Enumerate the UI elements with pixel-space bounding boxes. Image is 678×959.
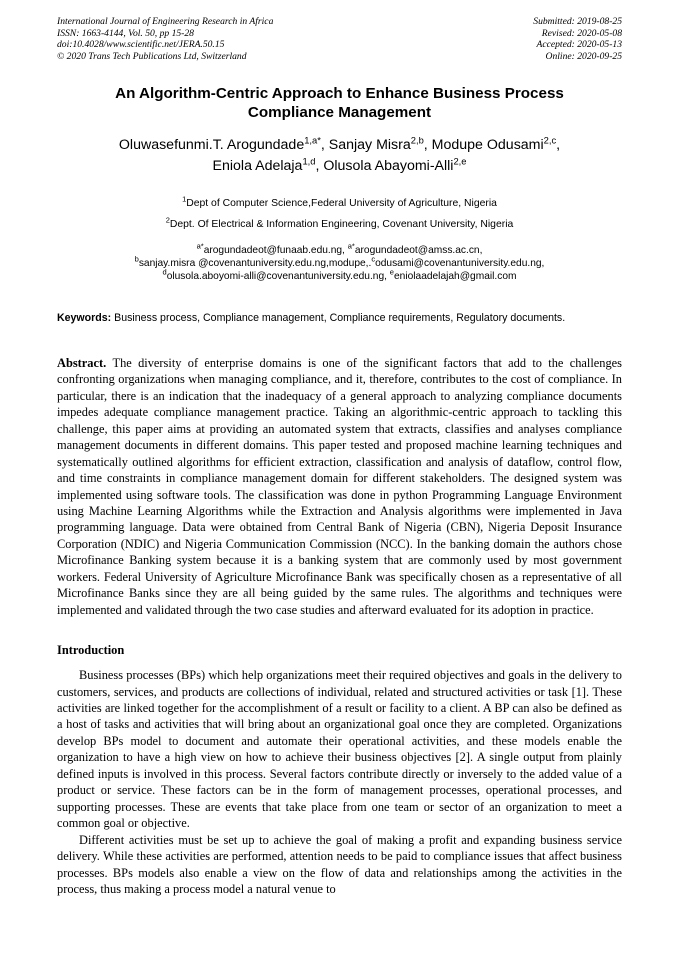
introduction-paragraph-1: Business processes (BPs) which help organizations meet their required objectives and goals in the delivery to customers, services, and products are collections of individual, related and structured activities or task [1]. These activities are linked together for the accomplishment of a result or facility to a client. A BP can also be defined as a host of tasks and activities that will bring about an organizational goal once they are completed. Organizations develop BPs model to document and automate their operational activities, and these models enable the organization to have a high view on how to achieve their business objectives [2]. A single output from plainly defined inputs is involved in this process. Several factors contribute directly or inversely to the added value of a product or service. These factors can be in the form of management processes, operational processes, and supporting processes. These are events that take place from one team or sector of an organization to meet a common goal or objective. bbox=[57, 668, 622, 831]
keywords-text: Business process, Compliance management, Compliance requirements, Regulatory documents. bbox=[114, 312, 566, 325]
journal-issn-volume: ISSN: 1663-4144, Vol. 50, pp 15-28 bbox=[57, 27, 194, 39]
journal-header-left bbox=[57, 16, 273, 62]
author-list bbox=[67, 135, 612, 177]
abstract-block bbox=[57, 355, 622, 618]
section-heading-introduction: Introduction bbox=[57, 643, 125, 658]
email-list bbox=[57, 241, 622, 283]
author-line-2: Eniola Adelaja$^{1,d}$, Olusola Abayomi-Alli$^{2,e}$ bbox=[212, 156, 467, 175]
email-line-2: $^b$sanjay.misra @covenantuniversity.edu.ng,modupe,.$^c$odusami@covenantuniversity.edu.ng, bbox=[134, 254, 545, 270]
journal-doi: doi:10.4028/www.scientific.net/JERA.50.15 bbox=[57, 39, 225, 51]
affiliation-list bbox=[57, 193, 622, 235]
email-line-1: $^{a*}$arogundadeot@funaab.edu.ng, $^{a*}$arogundadeot@amss.ac.cn, bbox=[196, 241, 483, 257]
abstract-text: The diversity of enterprise domains is one of the significant factors that add to the challenges confronting organizations when managing compliance, and it, therefore, contributes to the cost of compliance. In particular, there is an indication that the inadequacy of a general approach to analyzing compliance documents impedes adequate compliance management practice. Taking an algorithmic-centric approach to tackling this challenge, this paper aims at providing an automated system that extracts, classifies and analyses compliance management documents in different domains. This paper tested and proposed machine learning techniques and systematically outlined algorithms for efficient extraction, classification and analysis of dataflow, control flow, and time constraints in compliance management domain for different stakeholders. The designed system was implemented using software tools. The classification was done in python Programming Language Environment using Machine Learning Algorithms while the Extraction and Analysis algorithms were implemented in Java programming language. Data were obtained from Central Bank of Nigeria (CBN), Nigeria Deposit Insurance Corporation (NDIC) and Nigeria Communication Commission (NCC). In the banking domain the authors chose Microfinance Banking system because it is a banking system that are commonly used by most government workers. Federal University of Agriculture Microfinance Bank was specifically chosen as a representative of all Microfinance Banks since they are all being guided by the same rules. The algorithms and techniques were implemented and validated through the two case studies and afterward evaluated for its adoption in practice. bbox=[57, 355, 622, 617]
keywords-label: Keywords: bbox=[57, 312, 112, 325]
date-online: Online: 2020-09-25 bbox=[545, 50, 622, 62]
introduction-paragraph-2: Different activities must be set up to achieve the goal of making a profit and expanding business service delivery. While these activities are performed, attention needs to be paid to compliance issues that affect business processes. BPs models also enable a view on the flow of data and relationships among the activities in the process, thus making a process model a natural venue to bbox=[57, 832, 622, 897]
date-accepted: Accepted: 2020-05-13 bbox=[536, 39, 622, 51]
keywords-block bbox=[57, 311, 622, 326]
author-line-1: Oluwasefunmi.T. Arogundade$^{1,a*}$, Sanjay Misra$^{2,b}$, Modupe Odusami$^{2,c}$, bbox=[118, 135, 561, 154]
affiliation-1: $^1$Dept of Computer Science,Federal University of Agriculture, Nigeria bbox=[182, 194, 497, 210]
affiliation-2: $^2$Dept. Of Electrical & Information Engineering, Covenant University, Nigeria bbox=[165, 215, 514, 231]
email-line-3: $^d$olusola.aboyomi-alli@covenantuniversity.edu.ng, $^e$eniolaadelajah@gmail.com bbox=[162, 267, 517, 283]
journal-name: International Journal of Engineering Research in Africa bbox=[57, 16, 274, 27]
date-revised: Revised: 2020-05-08 bbox=[541, 27, 622, 39]
journal-header bbox=[57, 16, 622, 62]
journal-copyright: © 2020 Trans Tech Publications Ltd, Switzerland bbox=[57, 50, 247, 62]
journal-header-right bbox=[533, 16, 622, 62]
page-title: An Algorithm-Centric Approach to Enhance Business Process Compliance Management bbox=[115, 85, 564, 122]
abstract-label: Abstract. bbox=[57, 355, 107, 370]
date-submitted: Submitted: 2019-08-25 bbox=[533, 16, 622, 27]
